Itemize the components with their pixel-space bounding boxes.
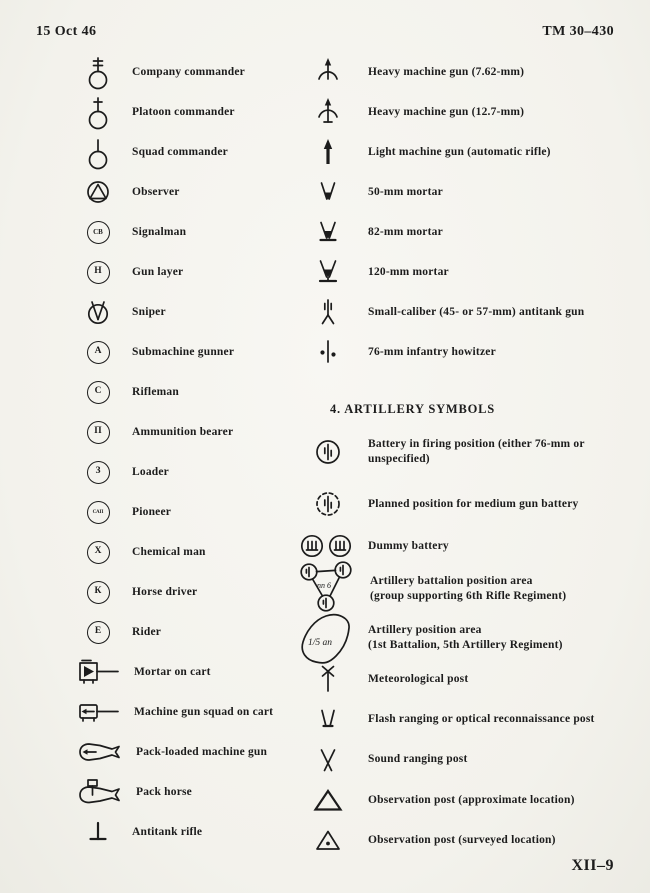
ammunition-bearer-icon (76, 421, 120, 444)
pack-horse-icon (76, 778, 124, 806)
legend-label: Rider (132, 625, 162, 638)
pack-loaded-machine-gun-icon (76, 739, 124, 765)
sniper-icon (76, 298, 120, 326)
page-number: XII–9 (571, 857, 614, 874)
legend-row (296, 486, 641, 522)
circle-glyph: Х (94, 546, 102, 557)
signalman-icon (76, 221, 120, 244)
observation-post-approximate-icon (296, 787, 360, 813)
legend-label: Meteorological post (368, 672, 469, 685)
legend-label: Sound ranging post (368, 752, 468, 765)
battery-firing-position-icon (296, 437, 360, 467)
chemical-man-icon (76, 541, 120, 564)
legend-label: Heavy machine gun (12.7-mm) (368, 105, 525, 118)
legend-label: Sniper (132, 305, 166, 318)
battalion-annotation: пп 6 (317, 581, 331, 590)
legend-label: Pioneer (132, 505, 172, 518)
legend-label: 50-mm mortar (368, 185, 443, 198)
legend-label: Gun layer (132, 265, 184, 278)
legend-row (296, 702, 641, 736)
rider-icon (76, 621, 120, 644)
antitank-rifle-icon (76, 819, 120, 845)
mortar-120mm-icon (296, 257, 360, 287)
legend-label: Observation post (surveyed location) (368, 833, 556, 846)
legend-row (296, 252, 641, 292)
legend-label: Antitank rifle (132, 825, 203, 838)
legend-label: Observation post (approximate location) (368, 793, 575, 806)
submachine-gunner-icon (76, 341, 120, 364)
circle-glyph: З (95, 466, 101, 477)
flash-ranging-post-icon (296, 705, 360, 733)
legend-row (296, 782, 641, 818)
circle-glyph: Е (94, 626, 102, 637)
legend-label: Dummy battery (368, 539, 449, 552)
legend-label: Artillery position area (1st Battalion, 5th Artillery Regiment) (368, 624, 563, 651)
legend-row (296, 662, 641, 696)
light-machine-gun-icon (296, 136, 360, 168)
legend-row (296, 528, 641, 564)
artillery-position-area-icon (296, 610, 360, 666)
horse-driver-icon (76, 581, 120, 604)
legend-label: Pack horse (136, 785, 192, 798)
legend-row (296, 212, 641, 252)
small-caliber-antitank-gun-icon (296, 296, 360, 328)
legend-label: Rifleman (132, 385, 179, 398)
infantry-howitzer-76mm-icon (296, 336, 360, 368)
legend-label: 82-mm mortar (368, 225, 443, 238)
legend-row (76, 372, 366, 412)
legend-label: Small-caliber (45- or 57-mm) antitank gun (368, 305, 585, 318)
position-area-annotation: 1/5 ап (308, 638, 333, 648)
circle-glyph: СВ (93, 227, 103, 236)
legend-label: Observer (132, 185, 180, 198)
legend-label: Signalman (132, 225, 187, 238)
machine-gun-squad-on-cart-icon (76, 698, 122, 726)
pioneer-icon (76, 501, 120, 524)
legend-label: Company commander (132, 65, 245, 78)
legend-label: Mortar on cart (134, 665, 211, 678)
legend-label: Battery in firing position (either 76-mm or unspecified) (368, 438, 585, 465)
header-date: 15 Oct 46 (36, 24, 97, 39)
legend-label: Pack-loaded machine gun (136, 745, 268, 758)
circle-glyph: Н (94, 266, 102, 277)
planned-position-medium-gun-battery-icon (296, 489, 360, 519)
observation-post-surveyed-icon (296, 827, 360, 853)
legend-label: Artillery battalion position area (group supporting 6th Rifle Regiment) (370, 575, 567, 602)
legend-label: Planned position for medium gun battery (368, 497, 579, 510)
legend-label: Horse driver (132, 585, 198, 598)
section-heading: 4. ARTILLERY SYMBOLS (330, 402, 496, 416)
legend-label: Squad commander (132, 145, 228, 158)
legend-label: Light machine gun (automatic rifle) (368, 145, 551, 158)
sound-ranging-post-icon (296, 745, 360, 773)
heavy-machine-gun-762-icon (296, 56, 360, 88)
legend-row (296, 92, 641, 132)
loader-icon (76, 461, 120, 484)
dummy-battery-icon (296, 532, 360, 560)
legend-label: Flash ranging or optical reconnaissance post (368, 712, 595, 725)
meteorological-post-icon (296, 663, 360, 695)
rifleman-icon (76, 381, 120, 404)
legend-row (296, 52, 641, 92)
legend-label: Ammunition bearer (132, 425, 234, 438)
header-manual-number: TM 30–430 (542, 24, 614, 39)
legend-row (296, 332, 641, 372)
legend-row (296, 742, 641, 776)
legend-label: 120-mm mortar (368, 265, 449, 278)
circle-glyph: К (94, 586, 102, 597)
legend-label: 76-mm infantry howitzer (368, 345, 496, 358)
heavy-machine-gun-127-icon (296, 96, 360, 128)
page-header (36, 24, 614, 40)
right-symbol-column (296, 52, 641, 372)
legend-label: Chemical man (132, 545, 206, 558)
circle-glyph: САП (92, 509, 104, 515)
legend-row (296, 172, 641, 212)
circle-glyph: А (94, 346, 102, 357)
legend-row (296, 610, 641, 666)
observer-icon (76, 179, 120, 205)
gun-layer-icon (76, 261, 120, 284)
legend-label: Loader (132, 465, 169, 478)
platoon-commander-icon (76, 93, 120, 131)
circle-glyph: С (94, 386, 102, 397)
mortar-50mm-icon (296, 178, 360, 206)
legend-label: Machine gun squad on cart (134, 705, 274, 718)
artillery-battalion-position-area-icon (296, 561, 362, 617)
legend-row (296, 822, 641, 858)
mortar-82mm-icon (296, 218, 360, 246)
squad-commander-icon (76, 133, 120, 171)
legend-row (296, 292, 641, 332)
mortar-on-cart-icon (76, 656, 122, 688)
legend-row (296, 430, 641, 474)
company-commander-icon (76, 53, 120, 91)
legend-row (296, 132, 641, 172)
legend-label: Heavy machine gun (7.62-mm) (368, 65, 525, 78)
legend-label: Platoon commander (132, 105, 235, 118)
legend-label: Submachine gunner (132, 345, 235, 358)
circle-glyph: П (94, 426, 102, 437)
